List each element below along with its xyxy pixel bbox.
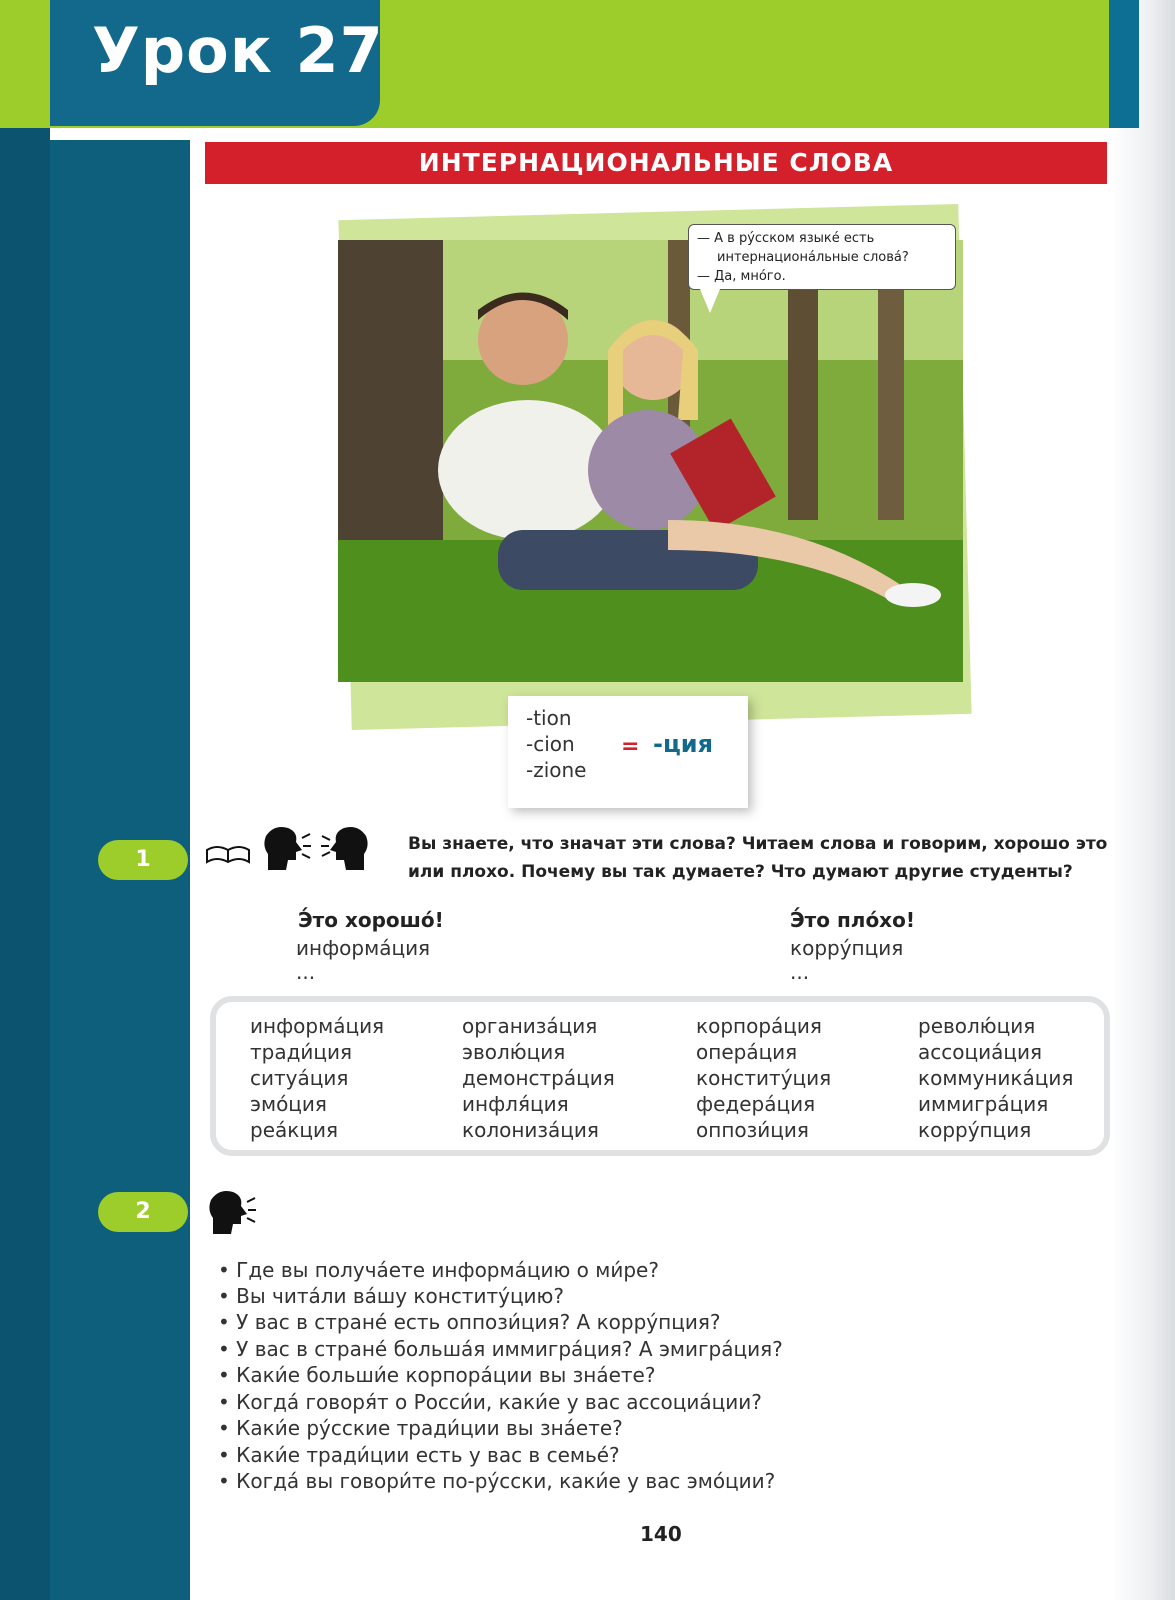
word-item: ассоциа́ция — [918, 1040, 1042, 1064]
word-item: демонстра́ция — [462, 1066, 615, 1090]
word-item: ситуа́ция — [250, 1066, 349, 1090]
word-item: иммигра́ция — [918, 1092, 1049, 1116]
suffix-item: -cion — [526, 732, 575, 756]
word-item: эволю́ция — [462, 1040, 566, 1064]
book-icon — [205, 842, 251, 866]
word-item: конститу́ция — [696, 1066, 832, 1090]
question-item: • Каки́е тради́ции есть у вас в семье́? — [218, 1443, 620, 1467]
word-item: револю́ция — [918, 1014, 1036, 1038]
speaking-head-icon — [262, 824, 312, 874]
question-item: • Где вы получа́ете информа́цию о ми́ре? — [218, 1258, 659, 1282]
left-color-band — [0, 0, 190, 1600]
exercise1-instruction — [408, 830, 1108, 886]
question-item: • У вас в стране́ есть оппози́ция? А корру́пция? — [218, 1310, 721, 1334]
dialogue-line: — Да, мно́го. — [697, 269, 786, 284]
word-item: коммуника́ция — [918, 1066, 1074, 1090]
speech-bubble-tail — [700, 289, 720, 313]
suffix-rule-box — [508, 696, 748, 808]
good-heading: Э́то хорошо́! — [298, 908, 444, 932]
speaking-head-icon — [207, 1188, 257, 1238]
lesson-title: Урок 27 — [92, 14, 384, 87]
instruction-line: Вы знаете, что значат эти слова? Читаем слова и говорим, хорошо это — [408, 834, 1108, 854]
question-item: • У вас в стране́ больша́я иммигра́ция? А эмигра́ция? — [218, 1337, 783, 1361]
word-item: колониза́ция — [462, 1118, 599, 1142]
word-item: информа́ция — [250, 1014, 385, 1038]
section-title: ИНТЕРНАЦИОНАЛЬНЫЕ СЛОВА — [205, 142, 1107, 184]
bad-ellipsis: ... — [790, 960, 810, 984]
word-item: корпора́ция — [696, 1014, 822, 1038]
word-item: оппози́ция — [696, 1118, 809, 1142]
bad-heading: Э́то пло́хо! — [790, 908, 915, 932]
bad-example: корру́пция — [790, 936, 904, 960]
listening-head-icon — [320, 824, 370, 874]
instruction-line: или плохо. Почему вы так думаете? Что думают другие студенты? — [408, 862, 1073, 882]
divider — [50, 128, 1110, 140]
photo-couple-reading — [338, 240, 963, 682]
top-right-accent — [1109, 0, 1139, 128]
word-item: опера́ция — [696, 1040, 798, 1064]
equals-sign: = — [621, 734, 640, 759]
dialogue-line: — А в ру́сском языке́ есть — [697, 231, 875, 246]
page-number: 140 — [640, 1522, 682, 1546]
good-example: информа́ция — [296, 936, 431, 960]
exercise-number-badge: 2 — [98, 1192, 188, 1232]
dialogue-line: интернациона́льные слова́? — [717, 250, 909, 265]
word-item: организа́ция — [462, 1014, 598, 1038]
speech-bubble — [688, 224, 956, 290]
word-item: инфля́ция — [462, 1092, 569, 1116]
word-item: эмо́ция — [250, 1092, 327, 1116]
question-item: • Когда́ говоря́т о Росси́и, каки́е у вас ассоциа́ции? — [218, 1390, 762, 1414]
suffix-item: -tion — [526, 706, 572, 730]
question-item: • Каки́е ру́сские тради́ции вы зна́ете? — [218, 1416, 623, 1440]
word-item: федера́ция — [696, 1092, 816, 1116]
exercise-number-badge: 1 — [98, 840, 188, 880]
word-item: тради́ция — [250, 1040, 353, 1064]
page-edge-shadow — [1110, 0, 1175, 1600]
question-item: • Каки́е больши́е корпора́ции вы зна́ете? — [218, 1363, 656, 1387]
question-item: • Вы чита́ли ва́шу конститу́цию? — [218, 1284, 565, 1308]
suffix-item: -zione — [526, 758, 587, 782]
question-item: • Когда́ вы говори́те по-ру́сски, каки́е у вас эмо́ции? — [218, 1469, 776, 1493]
word-item: реа́кция — [250, 1118, 338, 1142]
word-list-box — [210, 996, 1110, 1156]
good-ellipsis: ... — [296, 960, 316, 984]
word-item: корру́пция — [918, 1118, 1032, 1142]
suffix-result: -ция — [653, 730, 713, 758]
